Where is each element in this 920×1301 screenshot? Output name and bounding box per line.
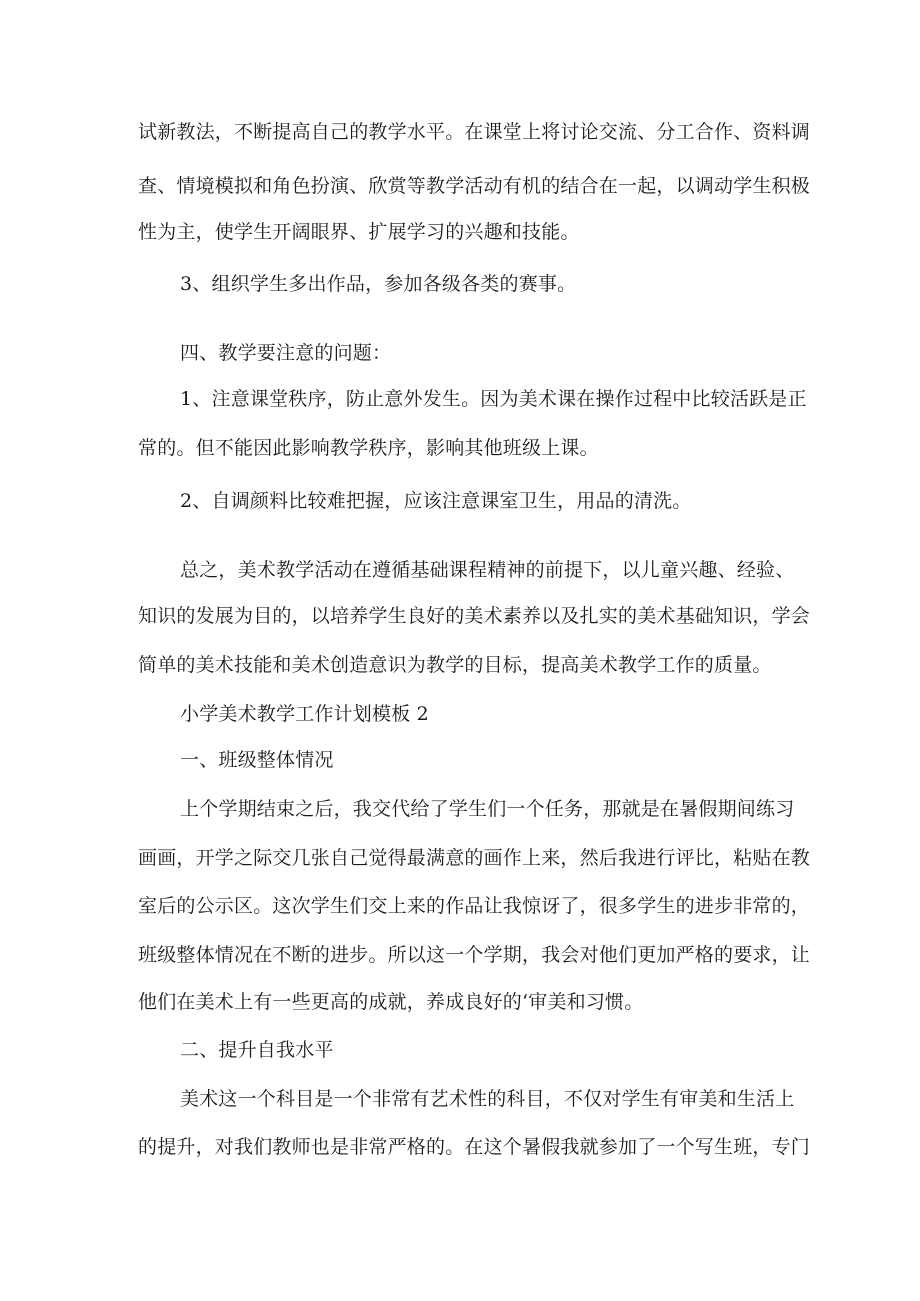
paragraph-line: 画画，开学之际交几张自己觉得最满意的画作上来，然后我进行评比，粘贴在教 bbox=[138, 847, 811, 869]
paragraph-line: 简单的美术技能和美术创造意识为教学的目标，提高美术教学工作的质量。 bbox=[138, 654, 772, 676]
section-title: 小学美术教学工作计划模板 2 bbox=[180, 703, 429, 725]
list-item: 3、组织学生多出作品，参加各级各类的赛事。 bbox=[180, 273, 577, 295]
section-heading: 一、班级整体情况 bbox=[180, 749, 334, 771]
paragraph-line: 知识的发展为目的，以培养学生良好的美术素养以及扎实的美术基础知识，学会 bbox=[138, 605, 811, 627]
paragraph-line: 查、情境模拟和角色扮演、欣赏等教学活动有机的结合在一起，以调动学生积极 bbox=[138, 175, 811, 197]
paragraph-line: 上个学期结束之后，我交代给了学生们一个任务，那就是在暑假期间练习 bbox=[180, 798, 795, 820]
paragraph-line: 他们在美术上有一些更高的成就，养成良好的‘审美和习惯。 bbox=[138, 991, 644, 1013]
paragraph-line: 性为主，使学生开阔眼界、扩展学习的兴趣和技能。 bbox=[138, 221, 580, 243]
section-heading: 四、教学要注意的问题： bbox=[180, 342, 392, 364]
paragraph-line: 班级整体情况在不断的进步。所以这一个学期，我会对他们更加严格的要求，让 bbox=[138, 944, 811, 966]
list-item: 1、注意课堂秩序，防止意外发生。因为美术课在操作过程中比较活跃是正 bbox=[180, 388, 807, 410]
list-item: 2、自调颜料比较难把握，应该注意课室卫生，用品的清洗。 bbox=[180, 490, 692, 512]
paragraph-line: 室后的公示区。这次学生们交上来的作品让我惊讶了，很多学生的进步非常的， bbox=[138, 895, 811, 917]
paragraph-line: 常的。但不能因此影响教学秩序，影响其他班级上课。 bbox=[138, 437, 599, 459]
paragraph-line: 总之，美术教学活动在遵循基础课程精神的前提下，以儿童兴趣、经验、 bbox=[180, 559, 795, 581]
paragraph-line: 的提升，对我们教师也是非常严格的。在这个暑假我就参加了一个写生班，专门 bbox=[138, 1136, 811, 1158]
paragraph-line: 美术这一个科目是一个非常有艺术性的科目，不仅对学生有审美和生活上 bbox=[180, 1088, 795, 1110]
section-heading: 二、提升自我水平 bbox=[180, 1039, 334, 1061]
paragraph-line: 试新教法，不断提高自己的教学水平。在课堂上将讨论交流、分工合作、资料调 bbox=[138, 121, 811, 143]
